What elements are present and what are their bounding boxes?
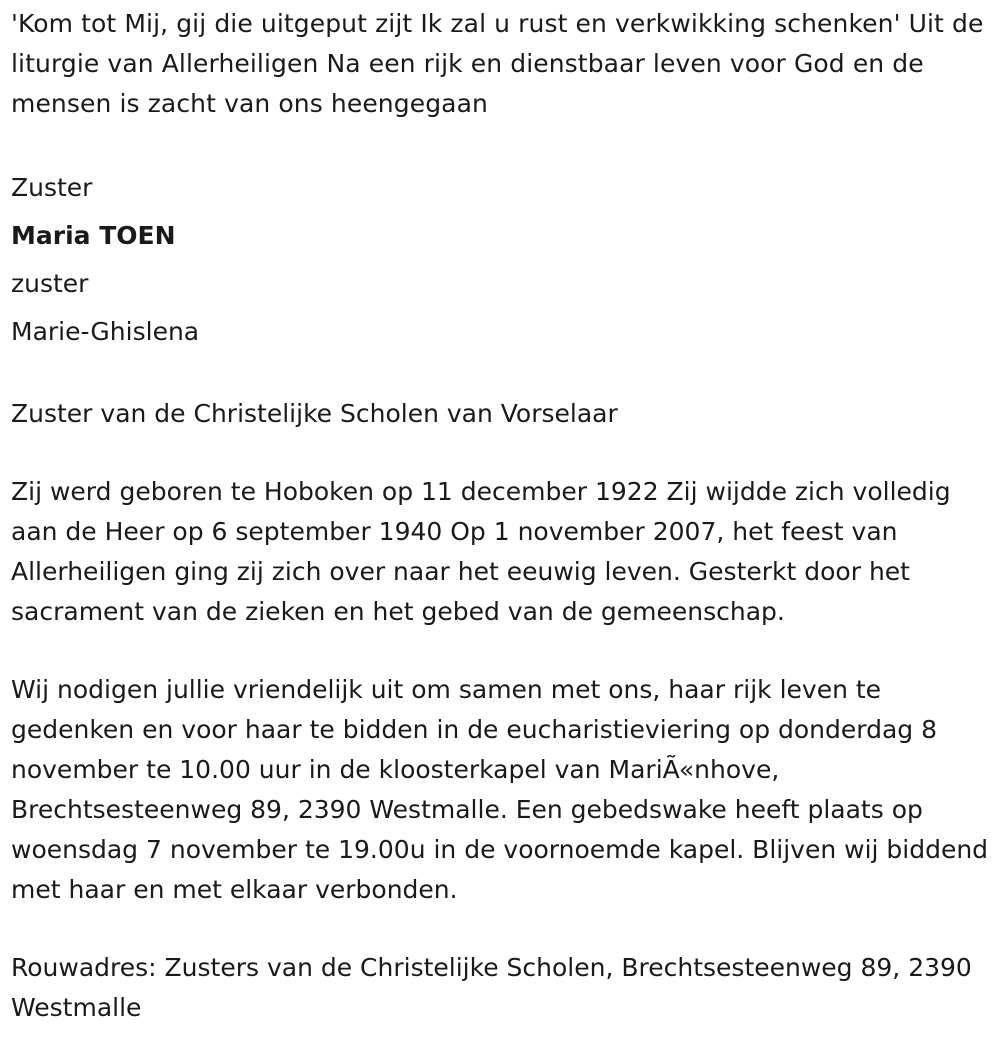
invitation-paragraph: Wij nodigen jullie vriendelijk uit om samen met ons, haar rijk leven te gedenken en voor haar te bidden in de eucharistieviering op donderdag 8 november te 10.00 uur in de kloosterkapel van MariÃ«nhove, Brechtsesteenweg 89, 2390 Westmalle. Een gebedswake heeft plaats op woensdag 7 november te 19.00u in de voornoemde kapel. Blijven wij biddend met haar en met elkaar verbonden. (11, 675, 989, 904)
congregation-line: Zuster van de Christelijke Scholen van Vorselaar (11, 399, 618, 428)
biography-paragraph: Zij werd geboren te Hoboken op 11 december 1922 Zij wijdde zich volledig aan de Heer op 6 september 1940 Op 1 november 2007, het feest van Allerheiligen ging zij zich over naar het eeuwig leven. Gesterkt door het sacrament van de zieken en het gebed van de gemeenschap. (11, 477, 951, 626)
intro-paragraph: 'Kom tot Mij, gij die uitgeput zijt Ik zal u rust en verkwikking schenken' Uit de liturgie van Allerheiligen Na een rijk en dienstbaar leven voor God en de mensen is zacht van ons heengegaan (11, 9, 984, 118)
person-title: Zuster (11, 173, 93, 202)
death-notice (11, 4, 996, 1028)
mourning-address: Rouwadres: Zusters van de Christelijke Scholen, Brechtsesteenweg 89, 2390 Westmalle (11, 953, 972, 1022)
person-relation: zuster (11, 269, 89, 298)
person-religious-name: Marie-Ghislena (11, 317, 200, 346)
person-block (11, 164, 996, 356)
person-name: Maria TOEN (11, 221, 176, 250)
